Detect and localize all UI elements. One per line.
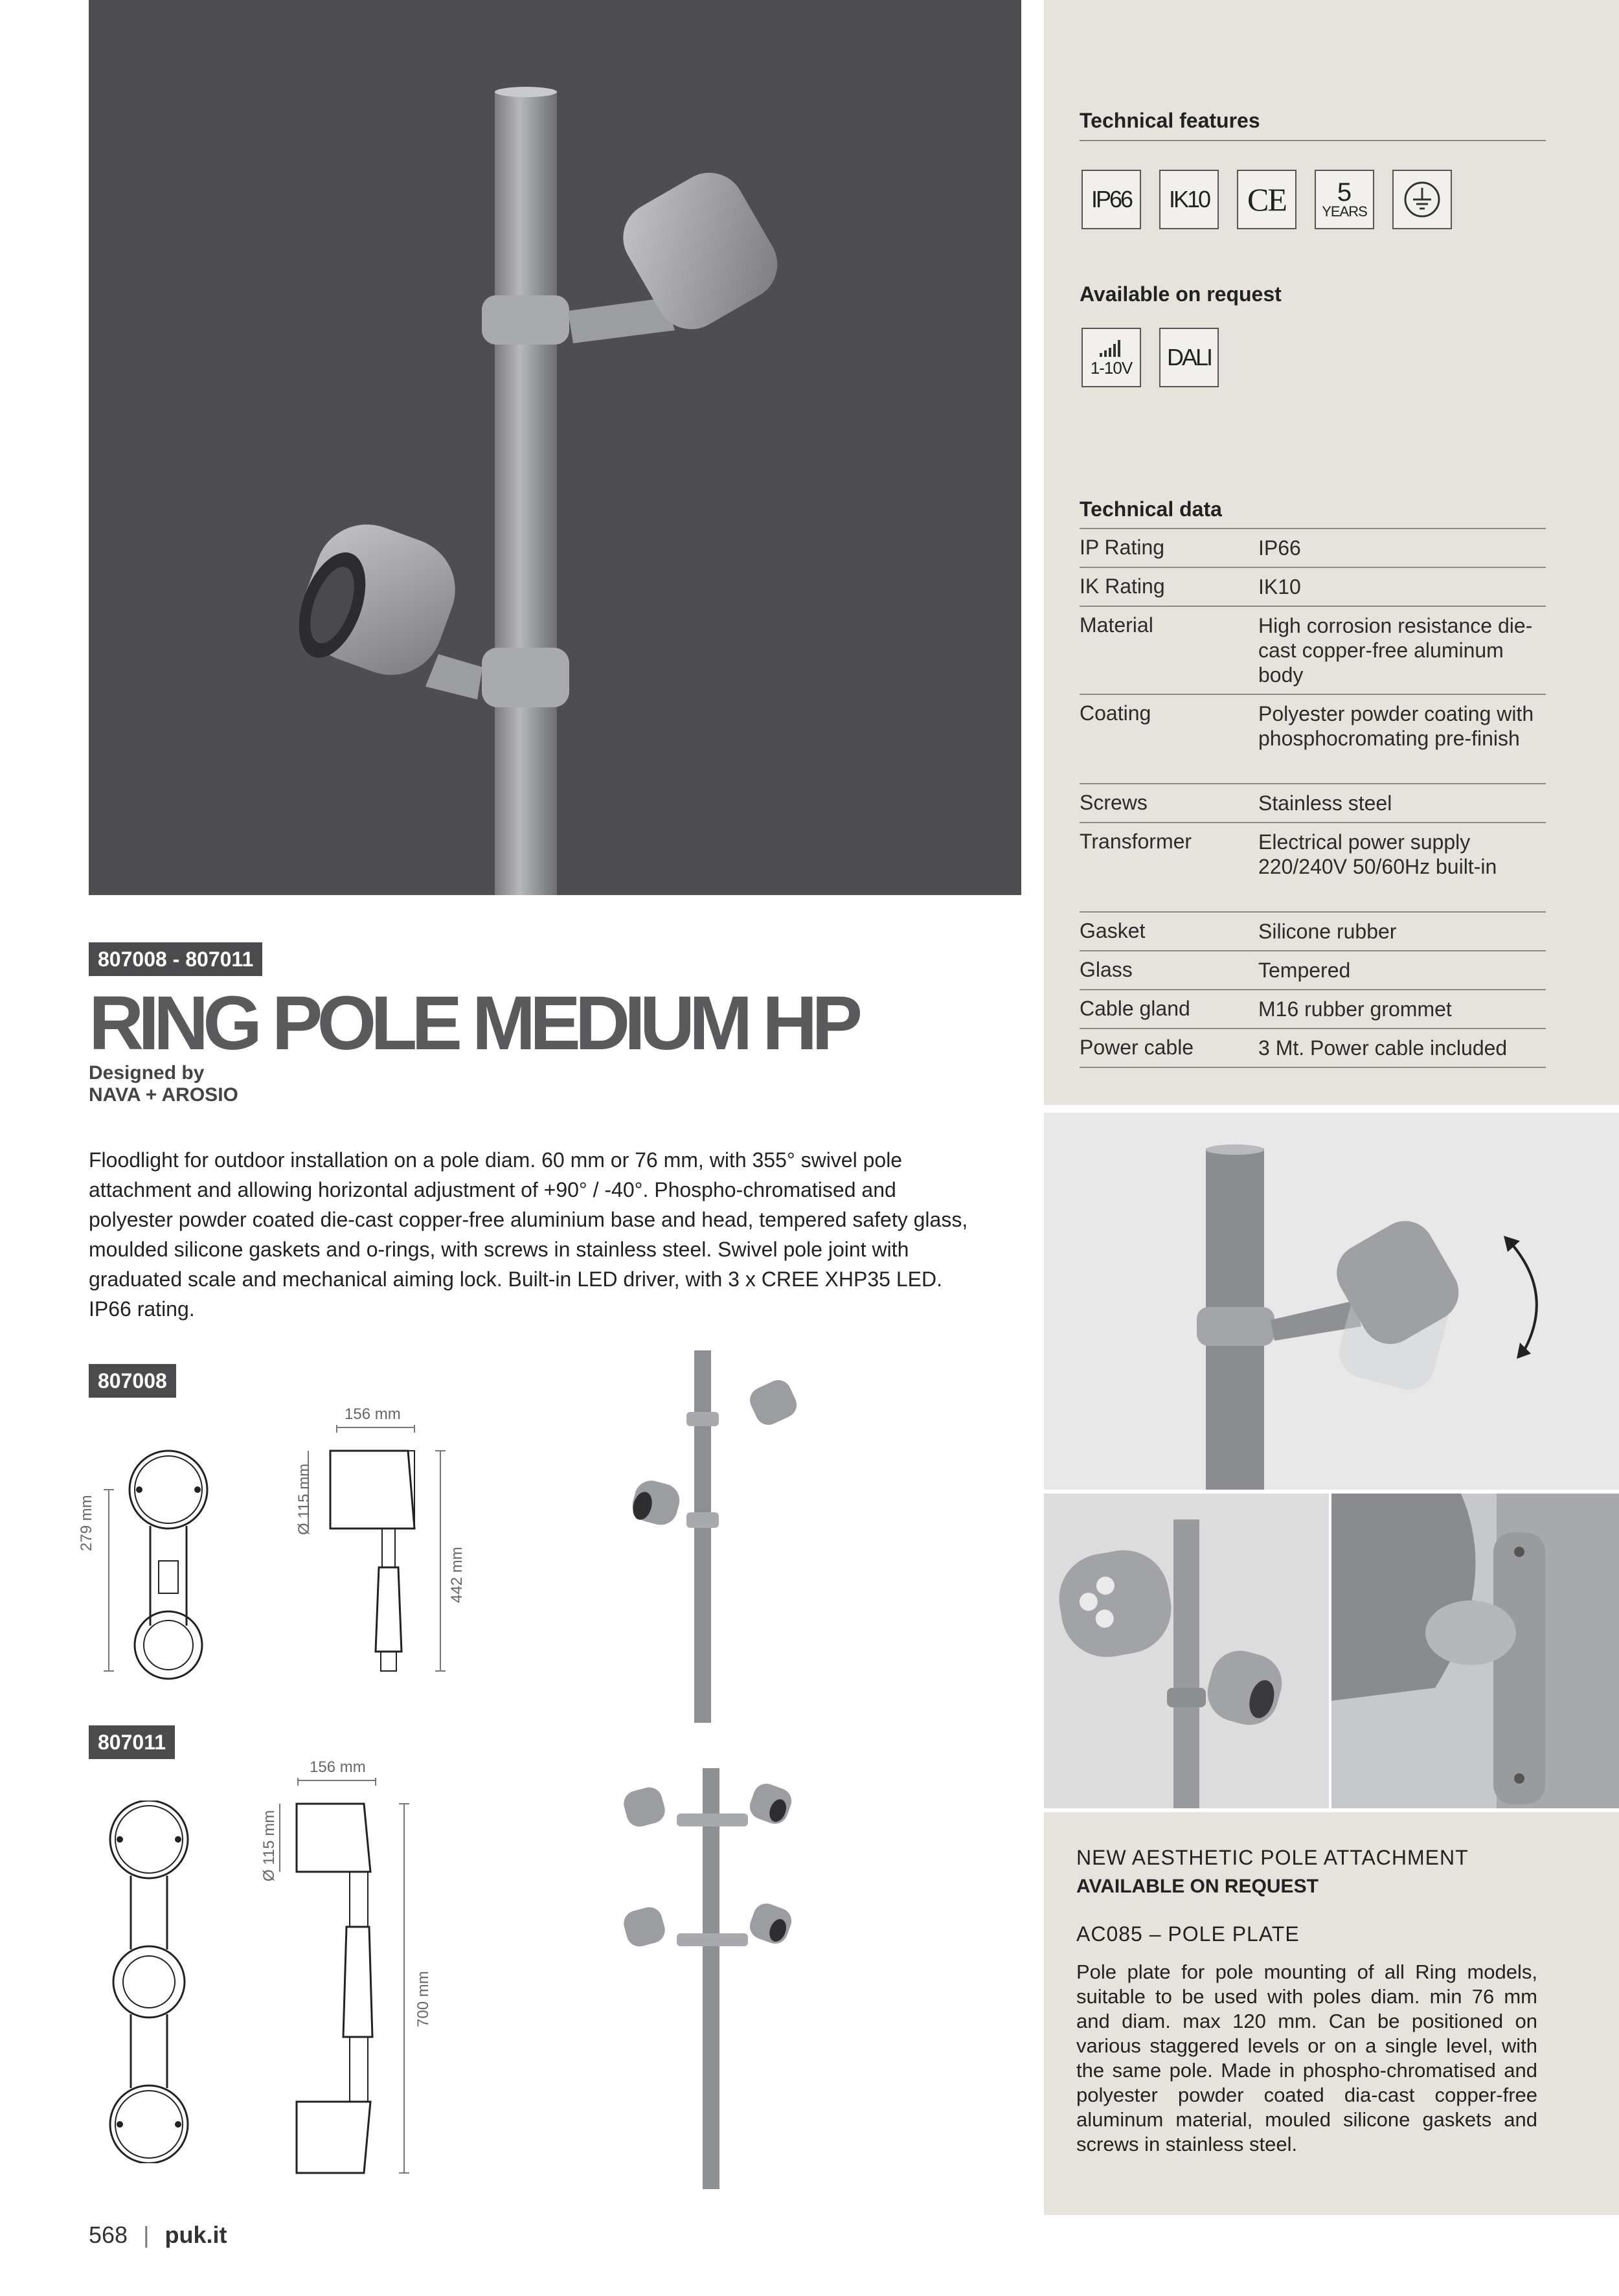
product-code-tag: 807008 - 807011 [89, 942, 262, 976]
dimension-label: Ø 115 mm [295, 1463, 313, 1535]
technical-data-table [1080, 529, 1546, 1067]
table-row: Screws Stainless steel [1080, 784, 1546, 823]
dimension-label: 442 mm [448, 1547, 466, 1603]
variant-code-tag: 807011 [89, 1725, 175, 1759]
variant-807011-top-view-drawing [84, 1801, 233, 2163]
page-footer [89, 2222, 227, 2249]
adjustment-photo [1044, 1113, 1619, 1490]
website-link[interactable]: puk.it [164, 2222, 227, 2248]
designed-by-label: Designed by [89, 1062, 205, 1084]
variant-code-tag: 807008 [89, 1364, 176, 1398]
dimming-1-10v-badge: 1-10V [1081, 328, 1141, 387]
divider [1080, 140, 1546, 141]
table-row: Cable gland M16 rubber grommet [1080, 990, 1546, 1029]
request-badges [1081, 328, 1219, 387]
spec-panel [1044, 0, 1619, 1105]
designer-name: NAVA + AROSIO [89, 1084, 238, 1106]
ik10-badge: IK10 [1159, 170, 1219, 229]
designer-credit [89, 1062, 238, 1106]
dimension-label: 700 mm [414, 1971, 432, 2027]
table-row: Material High corrosion resistance die-cast copper-free aluminum body [1080, 607, 1546, 695]
table-row: IK Rating IK10 [1080, 568, 1546, 607]
table-row: Glass Tempered [1080, 951, 1546, 990]
dimension-label: 156 mm [310, 1758, 366, 1776]
technical-features-heading: Technical features [1080, 109, 1260, 132]
page-number: 568 [89, 2222, 128, 2248]
two-heads-photo [1044, 1494, 1329, 1808]
dimension-label: 279 mm [78, 1495, 95, 1551]
pole-plate-description: Pole plate for pole mounting of all Ring models, suitable to be used with poles diam. min 76 mm and diam. max 120 mm. Can be positioned on various staggered levels or on a single level, with the same pole. Made in phospho-chromatised and polyester powder coated dia-cast copper-free aluminum material, mouled silicone gaskets and screws in stainless steel. [1076, 1961, 1537, 2155]
earth-ground-icon [1392, 170, 1452, 229]
dimension-label: 156 mm [345, 1405, 401, 1423]
pole-attachment-subheading: AVAILABLE ON REQUEST [1076, 1876, 1319, 1897]
table-row: Power cable 3 Mt. Power cable included [1080, 1029, 1546, 1068]
ip66-badge: IP66 [1081, 170, 1141, 229]
pole-plate-panel [1044, 1812, 1619, 2215]
hero-luminaire-illustration [89, 0, 1021, 895]
table-row: IP Rating IP66 [1080, 529, 1546, 568]
variant-807011-side-view-drawing [253, 1778, 427, 2179]
dimension-label: Ø 115 mm [260, 1810, 278, 1881]
ce-mark-icon: CE [1237, 170, 1296, 229]
warranty-badge: 5 YEARS [1315, 170, 1374, 229]
variant-807011-pole-render [612, 1768, 813, 2189]
technical-data-heading: Technical data [1080, 497, 1222, 521]
hero-photo [89, 0, 1021, 895]
product-title: RING POLE MEDIUM HP [89, 981, 857, 1066]
pole-plate-photo [1331, 1494, 1619, 1808]
dali-badge: DALI [1159, 328, 1219, 387]
product-description: Floodlight for outdoor installation on a pole diam. 60 mm or 76 mm, with 355° swivel pole attachment and allowing horizontal adjustment of +90° / -40°. Phospho-chromatised and polyester powder coated die-cast copper-free aluminium base and head, tempered safety glass, moulded silicone gaskets and o-rings, with screws in stainless steel. Swivel pole joint with graduated scale and mechanical aiming lock. Built-in LED driver, with 3 x CREE XHP35 LED. IP66 rating. [89, 1148, 968, 1321]
signal-bars-icon [1098, 337, 1124, 358]
table-row: Transformer Electrical power supply 220/240V 50/60Hz built-in [1080, 823, 1546, 913]
variant-807008-pole-render [622, 1350, 809, 1723]
available-on-request-heading: Available on request [1080, 282, 1282, 306]
footer-separator: | [143, 2222, 150, 2248]
pole-attachment-heading: NEW AESTHETIC POLE ATTACHMENT [1076, 1846, 1469, 1869]
variant-807008-top-view-drawing [78, 1412, 233, 1690]
pole-plate-item: AC085 – POLE PLATE [1076, 1922, 1300, 1946]
table-row: Coating Polyester powder coating with phosphocromating pre-finish [1080, 695, 1546, 784]
feature-badges [1081, 170, 1452, 229]
table-row: Gasket Silicone rubber [1080, 913, 1546, 951]
